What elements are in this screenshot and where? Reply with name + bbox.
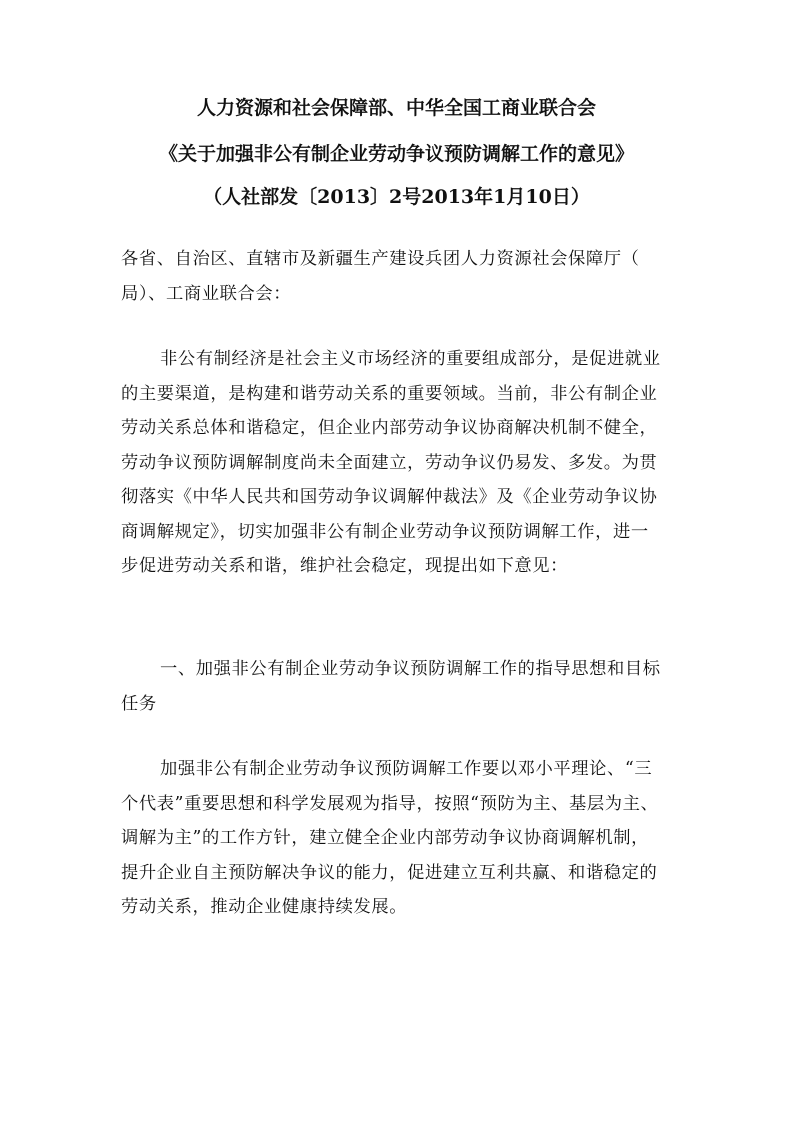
paragraph-line: 劳动关系，推动企业健康持续发展。 xyxy=(121,897,408,917)
heading-line: 任务 xyxy=(121,693,157,714)
paragraph-line: 劳动争议预防调解制度尚未全面建立，劳动争议仍易发、多发。为贯 xyxy=(121,452,658,473)
document-issuer-title: 人力资源和社会保障部、中华全国工商业联合会 xyxy=(196,97,596,119)
paragraph-line: 劳动关系总体和谐稳定，但企业内部劳动争议协商解决机制不健全， xyxy=(121,418,658,438)
document-number-date: （人社部发〔2013〕2号2013年1月10日） xyxy=(203,186,590,208)
paragraph-line: 个代表”重要思想和科学发展观为指导，按照“预防为主、基层为主、 xyxy=(121,793,659,814)
section-heading-1 xyxy=(121,652,677,721)
paragraph-guiding-principles xyxy=(121,752,677,925)
paragraph-line: 非公有制经济是社会主义市场经济的重要组成部分，是促进就业 xyxy=(160,349,661,369)
heading-line: 一、加强非公有制企业劳动争议预防调解工作的指导思想和目标 xyxy=(160,659,661,679)
paragraph-line: 彻落实《中华人民共和国劳动争议调解仲裁法》及《企业劳动争议协 xyxy=(121,487,658,507)
document-title: 《关于加强非公有制企业劳动争议预防调解工作的意见》 xyxy=(158,143,634,165)
paragraph-line: 加强非公有制企业劳动争议预防调解工作要以邓小平理论、“三 xyxy=(160,759,653,779)
salutation-line: 各省、自治区、直辖市及新疆生产建设兵团人力资源社会保障厅（ xyxy=(121,249,640,269)
paragraph-line: 调解为主”的工作方针，建立健全企业内部劳动争议协商调解机制， xyxy=(121,828,649,848)
paragraph-line: 提升企业自主预防解决争议的能力，促进建立互利共赢、和谐稳定的 xyxy=(121,862,658,883)
paragraph-intro xyxy=(121,342,677,584)
paragraph-line: 商调解规定》，切实加强非公有制企业劳动争议预防调解工作，进一 xyxy=(121,521,649,542)
paragraph-line: 步促进劳动关系和谐，维护社会稳定，现提出如下意见： xyxy=(121,556,569,576)
salutation xyxy=(121,242,677,311)
salutation-line: 局）、工商业联合会： xyxy=(121,283,292,304)
paragraph-line: 的主要渠道，是构建和谐劳动关系的重要领域。当前，非公有制企业 xyxy=(121,383,658,404)
